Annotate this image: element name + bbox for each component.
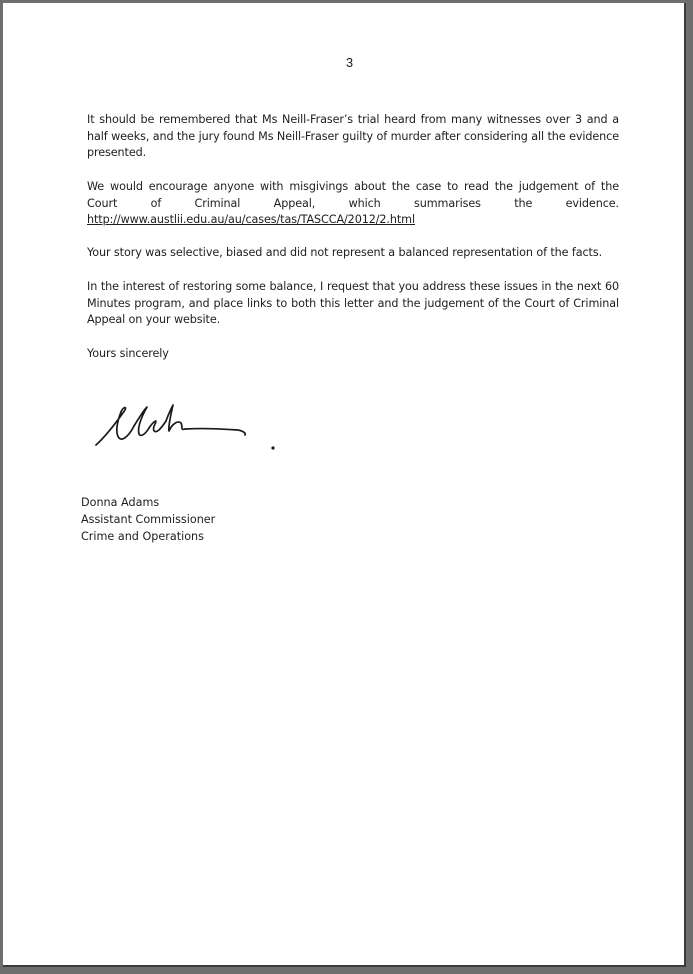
handwritten-signature (92, 396, 292, 460)
page-number: 3 (345, 55, 354, 70)
signature-block (81, 494, 215, 545)
paragraph-request-text: In the interest of restoring some balance, I request that you address these issues in the next 60 Minutes program, and place links to both this letter and the judgement of the Court of Criminal Appeal on your website. (87, 280, 619, 326)
paragraph-encourage-line-2: Court of Criminal Appeal, which summarises the evidence. (87, 196, 619, 210)
signatory-title: Assistant Commissioner (81, 513, 216, 526)
paragraph-request (87, 279, 619, 329)
signatory-name: Donna Adams (81, 496, 160, 509)
paragraph-story (87, 245, 619, 262)
paragraph-trial-text: It should be remembered that Ms Neill-Fraser’s trial heard from many witnesses over 3 and a half weeks, and the jury found Ms Neill-Fraser guilty of murder after considering all the evidence presented. (87, 113, 619, 159)
signatory-department: Crime and Operations (81, 530, 204, 543)
paragraph-story-text: Your story was selective, biased and did not represent a balanced representation of the facts. (87, 246, 603, 259)
document-page (3, 3, 686, 967)
paragraph-encourage (87, 179, 619, 229)
paragraph-trial (87, 112, 619, 162)
judgement-link[interactable]: http://www.austlii.edu.au/au/cases/tas/TASCCA/2012/2.html (87, 213, 415, 226)
closing-text: Yours sincerely (87, 347, 169, 360)
paragraph-encourage-line-1: We would encourage anyone with misgivings about the case to read the judgement of the (87, 180, 619, 193)
closing (87, 346, 619, 363)
